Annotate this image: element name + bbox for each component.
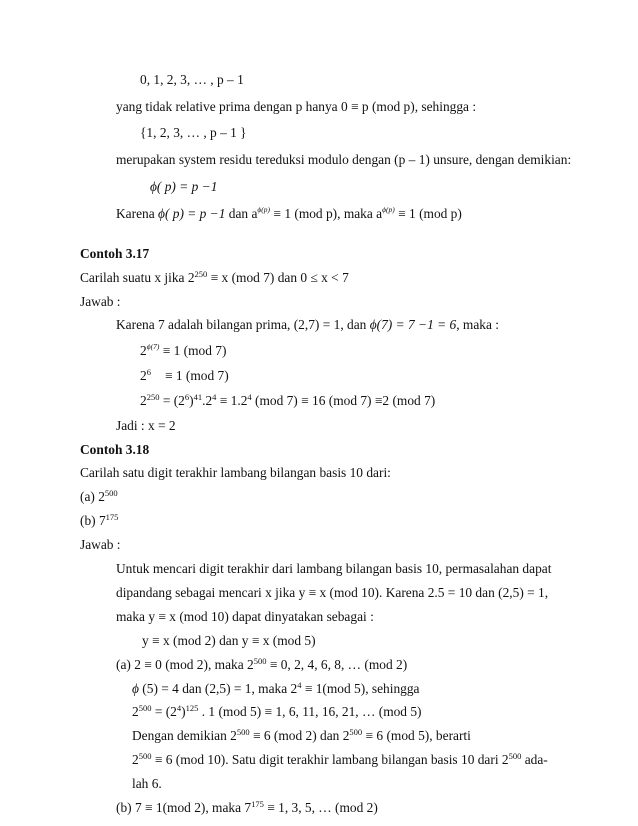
text: ≡ x (mod 7) dan 0 ≤ x < 7 bbox=[210, 269, 349, 285]
text: ≡ 0, 2, 4, 6, 8, … (mod 2) bbox=[269, 656, 408, 672]
text: ≡ 1 (mod p) bbox=[398, 206, 462, 222]
text: (5) = 4 dan (2,5) = 1, maka 2 bbox=[142, 680, 298, 696]
text: 2 bbox=[132, 752, 139, 768]
congruence-line bbox=[132, 681, 420, 697]
paragraph-line: maka y ≡ x (mod 10) dapat dinyatakan sebagai : bbox=[116, 608, 374, 624]
exponent: 175 bbox=[105, 512, 119, 523]
text: (b) 7 ≡ 1(mod 2), maka 7 bbox=[116, 800, 252, 815]
exponent: 4 bbox=[247, 391, 252, 402]
exponent: 41 bbox=[193, 391, 203, 402]
text: ada- bbox=[524, 752, 548, 768]
list-residues: 0, 1, 2, 3, … , p – 1 bbox=[140, 72, 244, 87]
exponent: 4 bbox=[176, 703, 182, 714]
paragraph-line: Untuk mencari digit terakhir dari lambang bilangan basis 10, permasalahan dapat bbox=[116, 561, 552, 576]
exponent: 500 bbox=[508, 751, 522, 762]
solution-part-b bbox=[116, 800, 378, 816]
paragraph-line: dipandang sebagai mencari x jika y ≡ x (mod 10). Karena 2.5 = 10 dan (2,5) = 1, bbox=[116, 584, 549, 600]
paragraph-line bbox=[132, 728, 471, 744]
residue-set: {1, 2, 3, … , p – 1 } bbox=[140, 125, 247, 141]
congruence-line bbox=[140, 368, 229, 384]
paragraph-line: lah 6. bbox=[132, 776, 162, 792]
heading-example-3-17: Contoh 3.17 bbox=[80, 245, 150, 261]
exponent: 175 bbox=[251, 799, 264, 809]
text: Karena 7 adalah bilangan prima, (2,7) = 1, dan bbox=[116, 317, 367, 333]
paragraph-line bbox=[116, 206, 462, 222]
problem-item-a bbox=[80, 489, 118, 505]
paragraph-line bbox=[132, 752, 548, 768]
solution-part-a bbox=[116, 657, 407, 673]
formula-phi-7: ϕ(7) = 7 −1 = 6 bbox=[369, 317, 457, 333]
text: ≡ 1, 3, 5, … (mod 2) bbox=[267, 800, 378, 815]
text: 2 bbox=[140, 392, 147, 408]
heading-example-3-18: Contoh 3.18 bbox=[80, 441, 150, 457]
exponent: ϕ(7) bbox=[146, 342, 160, 352]
text: (a) 2 ≡ 0 (mod 2), maka 2 bbox=[116, 656, 254, 672]
paragraph-line: yang tidak relative prima dengan p hanya 0 ≡ p (mod p), sehingga : bbox=[116, 98, 477, 114]
text: ≡ 6 (mod 5), berarti bbox=[365, 728, 471, 744]
text: 2 bbox=[132, 704, 139, 720]
text: = (2 bbox=[162, 392, 185, 408]
congruence-line bbox=[140, 343, 226, 359]
text: dan a bbox=[228, 206, 258, 222]
text: 2 bbox=[140, 343, 147, 359]
exponent: 500 bbox=[138, 751, 152, 762]
text: , maka : bbox=[456, 317, 499, 333]
conclusion-line: Jadi : x = 2 bbox=[116, 417, 176, 433]
paragraph-line bbox=[116, 317, 499, 333]
exponent: 4 bbox=[297, 679, 302, 690]
exponent: 250 bbox=[194, 268, 208, 279]
exponent: 500 bbox=[349, 727, 363, 738]
exponent: 125 bbox=[185, 703, 199, 714]
text: Dengan demikian 2 bbox=[132, 728, 237, 744]
answer-label: Jawab : bbox=[80, 537, 121, 553]
text: ≡ 1.2 bbox=[219, 392, 248, 408]
exponent: 250 bbox=[146, 391, 160, 402]
text: ) bbox=[181, 704, 186, 720]
text: = (2 bbox=[154, 704, 177, 720]
congruence-line bbox=[132, 704, 422, 720]
congruence-line bbox=[140, 393, 435, 409]
exponent: 6 bbox=[146, 366, 151, 377]
exponent: ϕ(p) bbox=[257, 205, 271, 215]
problem-statement bbox=[80, 270, 349, 286]
text: ≡ 6 (mod 2) dan 2 bbox=[252, 728, 350, 744]
text: (mod 7) ≡ 16 (mod 7) ≡2 (mod 7) bbox=[255, 392, 436, 408]
text: .2 bbox=[202, 392, 213, 408]
text: 2 bbox=[140, 367, 147, 383]
formula-phi-p: ϕ( p) = p −1 bbox=[158, 206, 226, 222]
exponent: 500 bbox=[138, 703, 152, 714]
text: ≡ 1(mod 5), sehingga bbox=[304, 680, 420, 696]
text: ≡ 1 (mod 7) bbox=[164, 367, 229, 383]
paragraph-line: merupakan system residu tereduksi modulo dengan (p – 1) unsure, dengan demikian: bbox=[116, 151, 572, 167]
congruence-system: y ≡ x (mod 2) dan y ≡ x (mod 5) bbox=[142, 632, 316, 648]
problem-statement: Carilah satu digit terakhir lambang bilangan basis 10 dari: bbox=[80, 465, 391, 481]
text: Carilah suatu x jika 2 bbox=[80, 269, 195, 285]
text: Karena bbox=[116, 206, 155, 222]
text: ≡ 6 (mod 10). Satu digit terakhir lambang bilangan basis 10 dari 2 bbox=[154, 752, 509, 768]
phi-symbol: ϕ bbox=[132, 680, 139, 696]
problem-item-b bbox=[80, 513, 118, 529]
exponent: 4 bbox=[212, 391, 217, 402]
exponent: 500 bbox=[253, 655, 267, 666]
text: ≡ 1 (mod p), maka a bbox=[273, 206, 383, 222]
exponent: ϕ(p) bbox=[382, 205, 395, 215]
exponent: 6 bbox=[184, 391, 190, 402]
formula-phi-p: ϕ( p) = p −1 bbox=[150, 178, 218, 194]
exponent: 500 bbox=[104, 488, 118, 499]
text: (b) 7 bbox=[80, 513, 106, 529]
text: (a) 2 bbox=[80, 489, 105, 505]
exponent: 500 bbox=[236, 727, 250, 738]
text: ) bbox=[189, 392, 194, 408]
text: . 1 (mod 5) ≡ 1, 6, 11, 16, 21, … (mod 5) bbox=[201, 704, 422, 720]
text: ≡ 1 (mod 7) bbox=[162, 343, 227, 359]
answer-label: Jawab : bbox=[80, 293, 121, 309]
